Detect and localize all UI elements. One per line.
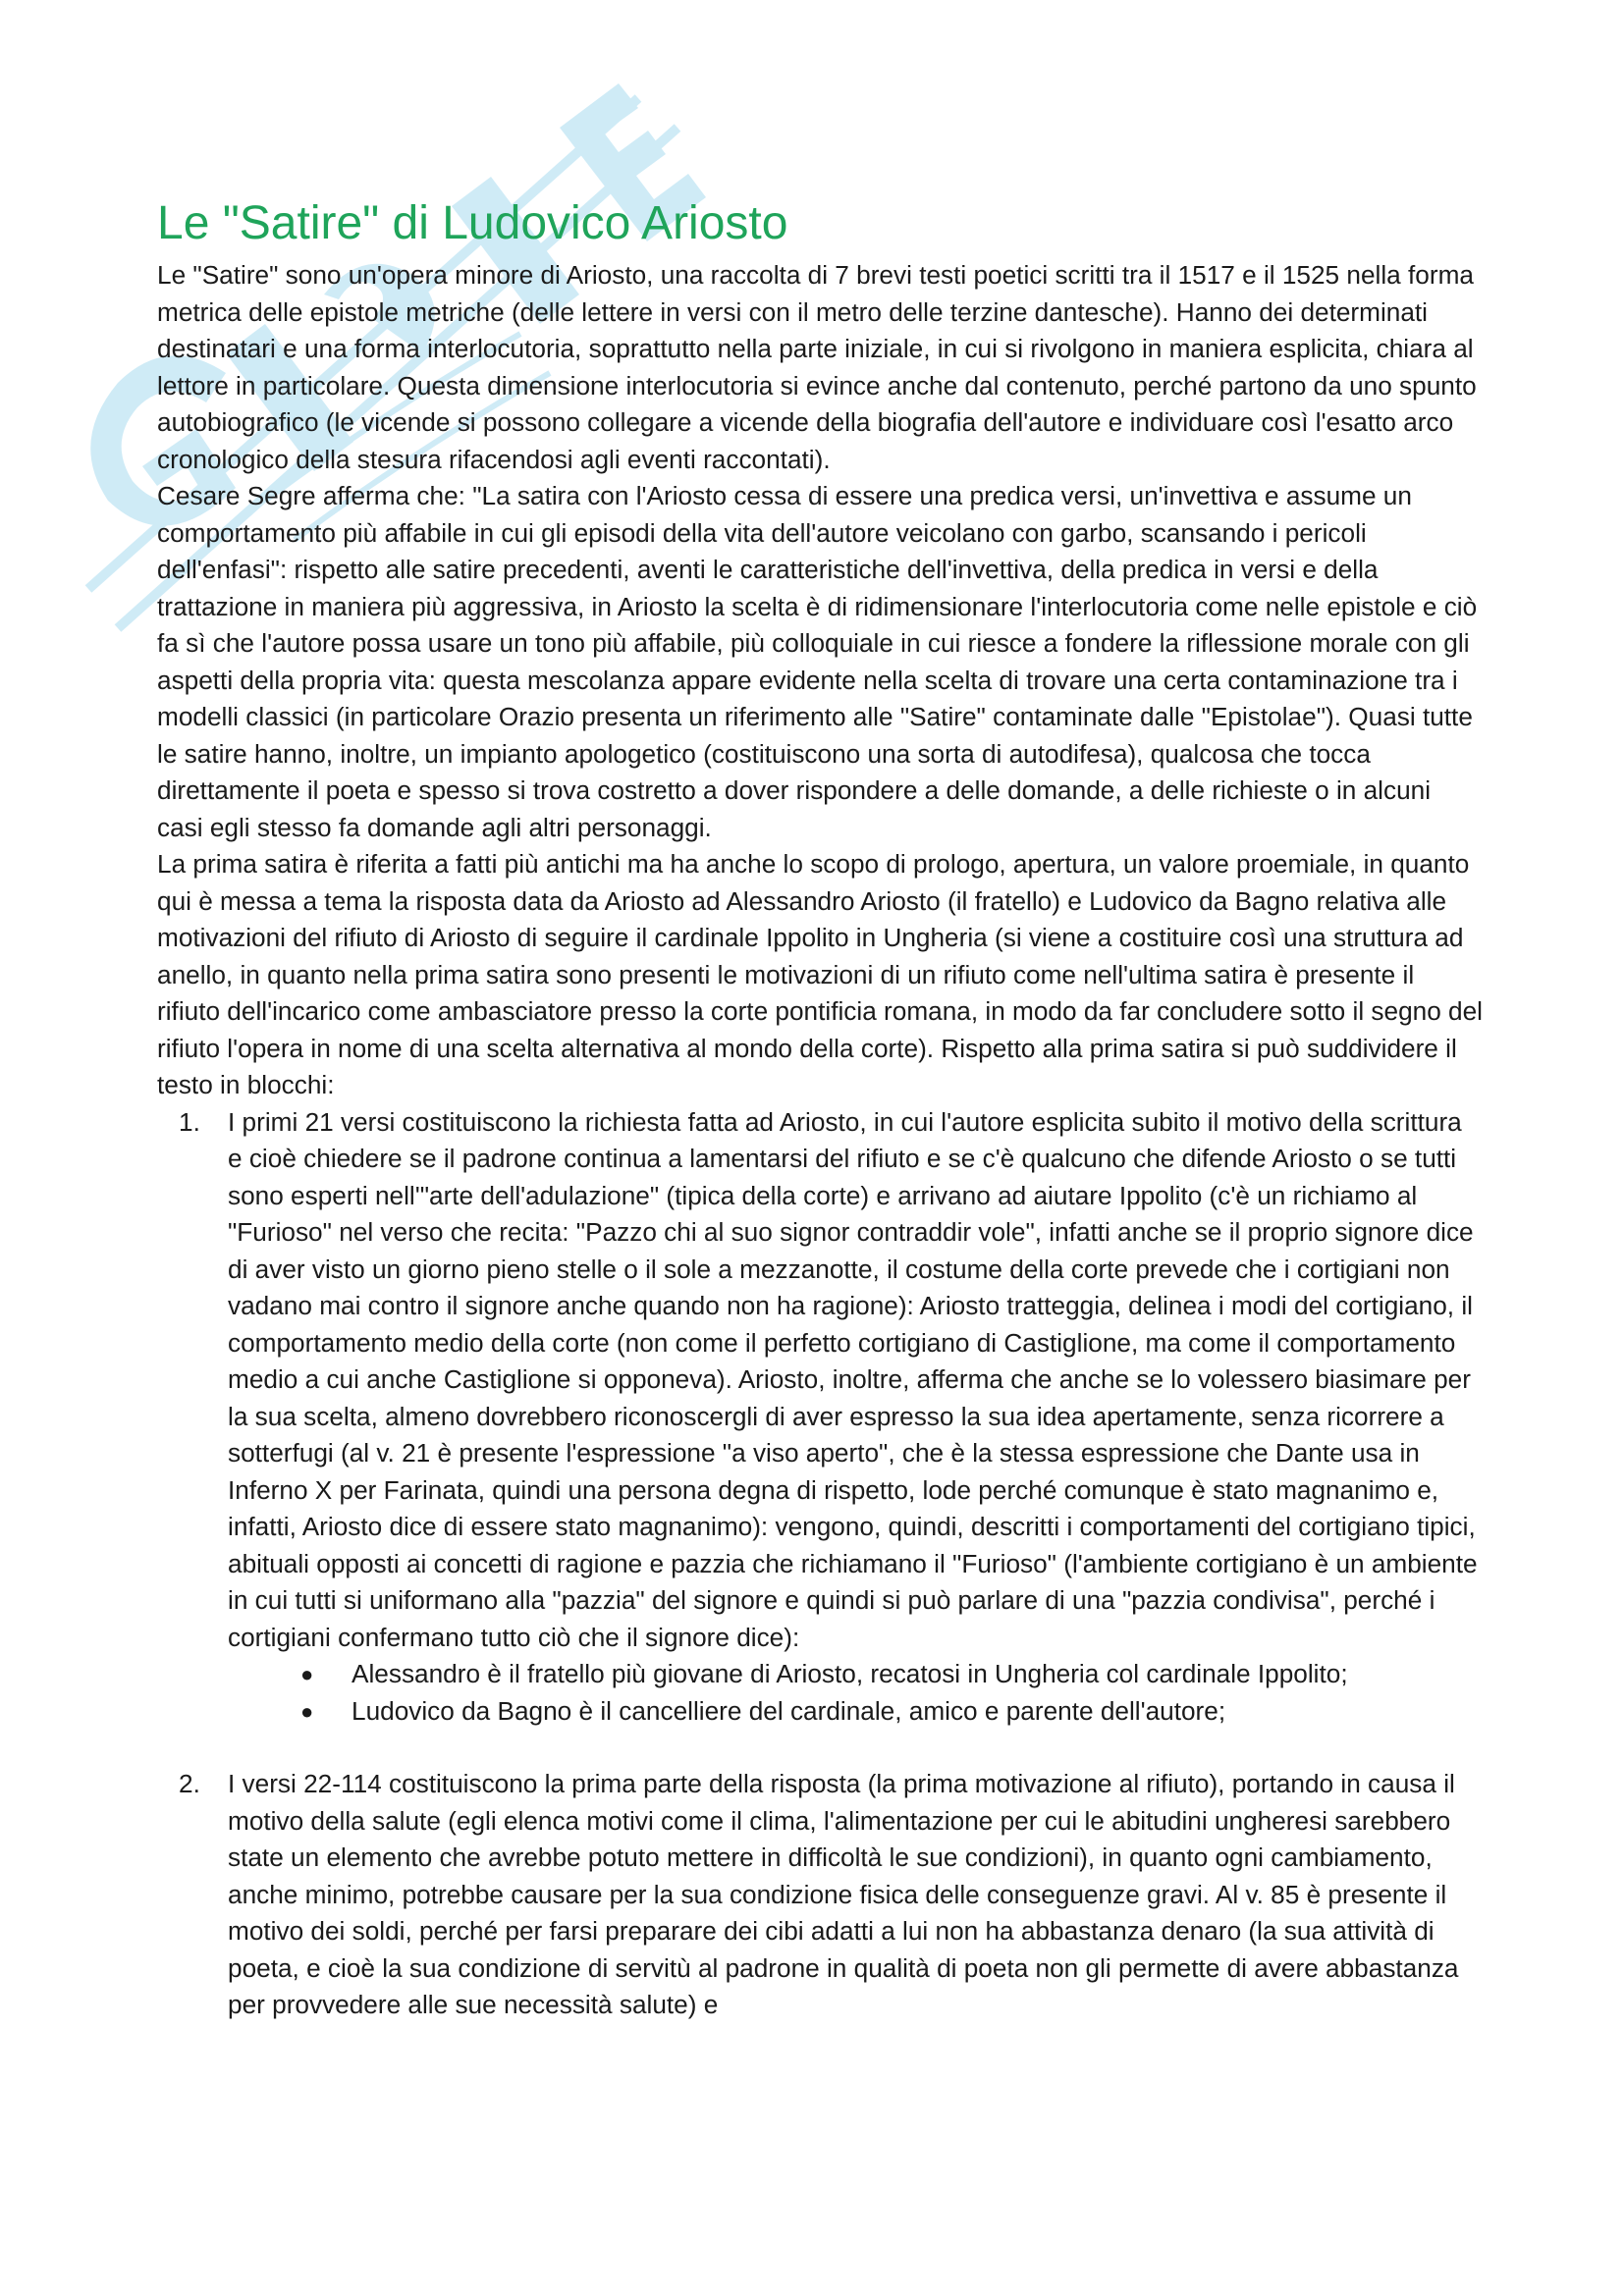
list-item-text: I primi 21 versi costituiscono la richiesta fatta ad Ariosto, in cui l'autore esplicita subito il motivo della scrittura e cioè chiedere se il padrone continua a lamentarsi del rifiuto e se c'è qualcuno che difende Ariosto o se tutti sono esperti nell'"arte dell'adulazione" (tipica della corte) e arrivano ad aiutare Ippolito (c'è un richiamo al "Furioso" nel verso che recita: "Pazzo chi al suo signor contraddir vole", infatti anche se il proprio signore dice di aver visto un giorno pieno stelle o il sole a mezzanotte, il costume della corte prevede che i cortigiani non vadano mai contro il signore anche quando non ha ragione): Ariosto tratteggia, delinea i modi del cortigiano, il comportamento medio della corte (non come il perfetto cortigiano di Castiglione, ma come il comportamento medio a cui anche Castiglione si opponeva). Ariosto, inoltre, afferma che anche se lo volessero biasimare per la sua scelta, almeno dovrebbero riconoscergli di aver espresso la sua idea apertamente, senza ricorrere a sotterfugi (al v. 21 è presente l'espressione "a viso aperto", che è la stessa espressione che Dante usa in Inferno X per Farinata, quindi una persona degna di rispetto, lode perché comunque è stato magnanimo e, infatti, Ariosto dice di essere stato magnanimo): vengono, quindi, descritti i comportamenti del cortigiano tipici, abituali opposti ai concetti di ragione e pazzia che richiamano il "Furioso" (l'ambiente cortigiano è un ambiente in cui tutti si uniformano alla "pazzia" del signore e quindi si può parlare di una "pazzia condivisa", perché i cortigiani confermano tutto ciò che il signore dice): (228, 1106, 1478, 1652)
bullet-item (228, 1656, 1483, 1693)
document-title: Le "Satire" di Ludovico Ariosto (157, 197, 788, 249)
list-number: 1. (179, 1106, 200, 1137)
spacer (228, 1730, 1483, 1766)
numbered-list (157, 1104, 1483, 2024)
bullet-text: Alessandro è il fratello più giovane di Ariosto, recatosi in Ungheria col cardinale Ippolito; (352, 1659, 1348, 1688)
bullet-icon: ● (300, 1698, 314, 1724)
document-page (157, 196, 1483, 2024)
list-item (157, 1766, 1483, 2024)
paragraph: Cesare Segre afferma che: "La satira con l'Ariosto cessa di essere una predica versi, un'invettiva e assume un comportamento più affabile in cui gli episodi della vita dell'autore veicolano con garbo, scansando i pericoli dell'enfasi": rispetto alle satire precedenti, aventi le caratteristiche dell'invettiva, della predica in versi e della trattazione in maniera più aggressiva, in Ariosto la scelta è di ridimensionare l'interlocutoria come nelle epistole e ciò fa sì che l'autore possa usare un tono più affabile, più colloquiale in cui riesce a fondere la riflessione morale con gli aspetti della propria vita: questa mescolanza appare evidente nella scelta di trovare una certa contaminazione tra i modelli classici (in particolare Orazio presenta un riferimento alle "Satire" contaminate dalle "Epistolae"). Quasi tutte le satire hanno, inoltre, un impianto apologetico (costituiscono una sorta di autodifesa), qualcosa che tocca direttamente il poeta e spesso si trova costretto a dover rispondere a delle domande, a delle richieste o in alcuni casi egli stesso fa domande agli altri personaggi. (157, 481, 1478, 842)
paragraph: La prima satira è riferita a fatti più antichi ma ha anche lo scopo di prologo, apertura, un valore proemiale, in quanto qui è messa a tema la risposta data da Ariosto ad Alessandro Ariosto (il fratello) e Ludovico da Bagno relativa alle motivazioni del rifiuto di Ariosto di seguire il cardinale Ippolito in Ungheria (si viene a costituire così una struttura ad anello, in quanto nella prima satira sono presenti le motivazioni di un rifiuto come nell'ultima satira è presente il rifiuto dell'incarico come ambasciatore presso la corte pontificia romana, in modo da far concludere sotto il segno del rifiuto l'opera in nome di una scelta alternativa al mondo della corte). Rispetto alla prima satira si può suddividere il testo in blocchi: (157, 849, 1483, 1099)
bullet-list (228, 1656, 1483, 1730)
list-item-text: I versi 22-114 costituiscono la prima parte della risposta (la prima motivazione al rifiuto), portando in causa il motivo della salute (egli elenca motivi come il clima, l'alimentazione per cui le abitudini ungheresi sarebbero state un elemento che avrebbe potuto mettere in difficoltà le sue condizioni), in quanto ogni cambiamento, anche minimo, potrebbe causare per la sua condizione fisica delle conseguenze gravi. Al v. 85 è presente il motivo dei soldi, perché per farsi preparare dei cibi adatti a lui non ha abbastanza denaro (la sua attività di poeta, e cioè la sua condizione di servitù al padrone in qualità di poeta non gli permette di avere abbastanza per provvedere alle sue necessità salute) e (228, 1769, 1459, 2019)
bullet-icon: ● (300, 1662, 314, 1686)
list-number: 2. (179, 1769, 200, 1798)
bullet-text: Ludovico da Bagno è il cancelliere del cardinale, amico e parente dell'autore; (352, 1695, 1226, 1726)
list-item (157, 1104, 1483, 1767)
bullet-item (228, 1693, 1483, 1731)
paragraph: Le "Satire" sono un'opera minore di Ariosto, una raccolta di 7 brevi testi poetici scritti tra il 1517 e il 1525 nella forma metrica delle epistole metriche (delle lettere in versi con il metro delle terzine dantesche). Hanno dei determinati destinatari e una forma interlocutoria, soprattutto nella parte iniziale, in cui si rivolgono in maniera esplicita, chiara al lettore in particolare. Questa dimensione interlocutoria si evince anche dal contenuto, perché partono da uno spunto autobiografico (le vicende si possono collegare a vicende della biografia dell'autore e individuare così l'esatto arco cronologico della stesura rifacendosi agli eventi raccontati). (157, 260, 1477, 474)
